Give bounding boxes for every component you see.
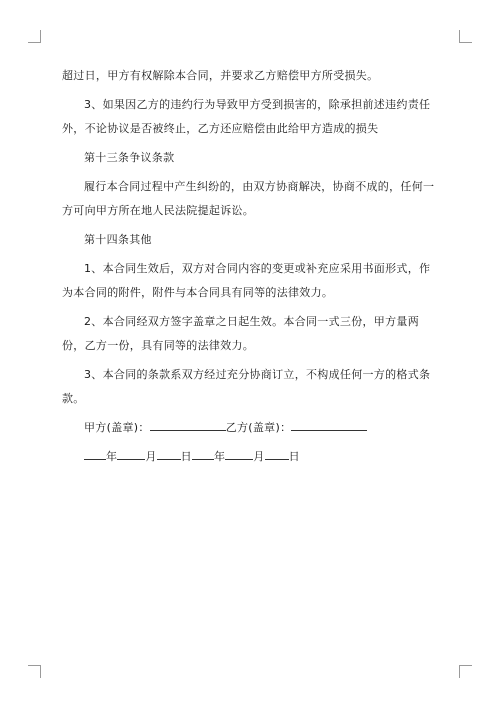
paragraph-format-clause: 3、本合同的条款系双方经过充分协商订立，不构成任何一方的格式条款。: [62, 368, 431, 405]
party-b-signature-blank: [291, 416, 367, 431]
heading-article-13: 第十三条争议条款: [84, 151, 175, 164]
heading-article-14: 第十四条其他: [84, 233, 152, 246]
crop-mark-bottom-left: [28, 665, 41, 678]
paragraph-amendments: 1、本合同生效后，双方对合同内容的变更或补充应采用书面形式，作为本合同的附件，附件与本合同具有同等的法律效力。: [62, 262, 431, 299]
party-b-label: 乙方(盖章)：: [225, 421, 292, 434]
paragraph-breach-damages: 3、如果因乙方的违约行为导致甲方受到损害的，除承担前述违约责任外，不论协议是否被终止，乙方还应赔偿由此给甲方造成的损失: [62, 98, 431, 135]
date-line: [62, 445, 438, 469]
day-blank-b: [265, 445, 289, 460]
document-body: [62, 64, 438, 474]
month-label-b: 月: [253, 450, 265, 463]
party-a-signature-blank: [150, 416, 226, 431]
signature-line: [62, 416, 438, 440]
month-blank-b: [225, 445, 253, 460]
month-label-a: 月: [145, 450, 157, 463]
year-label-a: 年: [106, 450, 118, 463]
day-blank-a: [157, 445, 181, 460]
paragraph-dispute-resolution: 履行本合同过程中产生纠纷的，由双方协商解决，协商不成的，任何一方可向甲方所在地人民法院提起诉讼。: [62, 180, 435, 217]
day-label-b: 日: [288, 450, 300, 463]
year-label-b: 年: [213, 450, 226, 463]
year-blank-b: [192, 445, 214, 460]
crop-mark-bottom-right: [459, 665, 472, 678]
day-label-a: 日: [180, 450, 192, 463]
crop-mark-top-left: [28, 30, 41, 43]
paragraph-effective-date: 2、本合同经双方签字盖章之日起生效。本合同一式三份，甲方量两份，乙方一份，具有同等的法律效力。: [62, 315, 419, 352]
year-blank-a: [84, 445, 106, 460]
paragraph-continuation: 超过日，甲方有权解除本合同，并要求乙方赔偿甲方所受损失。: [62, 69, 379, 82]
party-a-label: 甲方(盖章)：: [84, 421, 150, 434]
crop-mark-top-right: [459, 30, 472, 43]
month-blank-a: [117, 445, 145, 460]
